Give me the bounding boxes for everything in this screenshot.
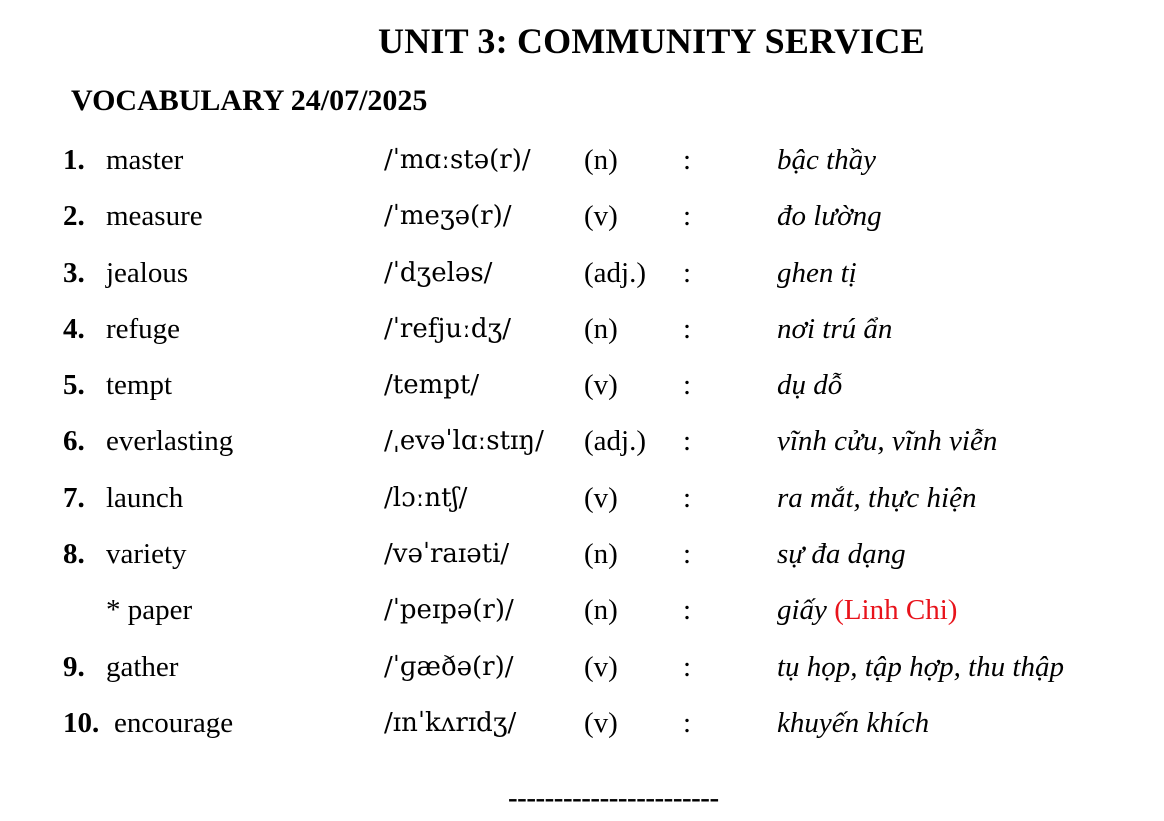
vocab-separator: : [683, 256, 692, 289]
vocab-number: 5. [63, 369, 85, 402]
vocab-part-of-speech: (n) [584, 144, 618, 176]
vocab-part-of-speech: (n) [584, 312, 618, 345]
vocab-number: 4. [63, 312, 85, 345]
vocab-pronunciation: /ˈmɑːstə(r)/ [384, 145, 531, 175]
vocab-word: master [106, 144, 184, 176]
contributor-note: (Linh Chi) [826, 594, 958, 627]
vocab-part-of-speech: (v) [584, 650, 618, 683]
vocab-meaning [777, 249, 857, 297]
vocab-meaning [777, 530, 906, 578]
vocab-meaning [777, 417, 997, 465]
vocab-meaning [777, 586, 957, 634]
vocab-word: variety [106, 538, 187, 571]
vocab-separator: : [683, 200, 692, 233]
vocab-separator: : [683, 481, 692, 514]
vocab-word: jealous [106, 256, 189, 289]
vocab-meaning [777, 699, 929, 747]
vocab-word: encourage [114, 706, 234, 739]
vocab-number: 9. [63, 650, 85, 683]
vocab-separator: : [683, 706, 692, 739]
vocab-row [0, 474, 1164, 530]
vocab-pronunciation: /lɔːntʃ/ [384, 482, 468, 513]
vocab-part-of-speech: (v) [584, 481, 618, 514]
vocab-pronunciation: /vəˈraɪəti/ [384, 539, 510, 570]
vocab-number: 6. [63, 425, 85, 458]
vocab-part-of-speech: (n) [584, 594, 618, 627]
vocab-meaning-text: giấy [777, 594, 827, 627]
vocab-separator: : [683, 594, 692, 627]
vocab-word: * paper [106, 594, 193, 627]
vocabulary-list [0, 136, 1164, 755]
vocab-part-of-speech: (v) [584, 369, 618, 402]
vocab-meaning-text: dụ dỗ [777, 369, 843, 402]
vocab-meaning [777, 474, 976, 522]
vocab-part-of-speech: (v) [584, 706, 618, 739]
vocab-number: 2. [63, 200, 85, 233]
vocab-meaning-text: đo lường [777, 200, 882, 233]
vocab-pronunciation: /ɪnˈkʌrɪdʒ/ [384, 707, 517, 738]
vocab-meaning [777, 136, 876, 184]
vocab-word: everlasting [106, 425, 234, 458]
vocab-row-extra [0, 586, 1164, 642]
vocab-number: 8. [63, 538, 85, 571]
page-title: UNIT 3: COMMUNITY SERVICE [378, 21, 925, 61]
vocab-word: gather [106, 650, 179, 683]
vocab-row [0, 643, 1164, 699]
vocab-meaning-text: bậc thầy [777, 144, 877, 176]
vocab-meaning-text: ra mắt, thực hiện [777, 481, 977, 514]
vocab-number: 3. [63, 256, 85, 289]
vocab-pronunciation: /tempt/ [384, 370, 480, 401]
vocab-meaning-text: nơi trú ẩn [777, 312, 893, 345]
vocab-pronunciation: /ˈmeʒə(r)/ [384, 201, 512, 232]
vocab-row [0, 136, 1164, 192]
vocab-row [0, 417, 1164, 473]
vocab-pronunciation: /ˈdʒeləs/ [384, 257, 493, 288]
vocab-meaning [777, 192, 882, 240]
vocab-pronunciation: /ˈɡæðə(r)/ [384, 651, 514, 682]
vocab-row [0, 530, 1164, 586]
vocab-pronunciation: /ˈrefjuːdʒ/ [384, 313, 511, 344]
vocab-separator: : [683, 538, 692, 571]
vocab-row [0, 249, 1164, 305]
vocab-separator: : [683, 650, 692, 683]
vocab-number: 1. [63, 144, 85, 176]
vocabulary-heading: VOCABULARY 24/07/2025 [71, 84, 428, 117]
vocab-meaning [777, 305, 892, 353]
vocab-meaning-text: sự đa dạng [777, 538, 906, 571]
vocab-word: tempt [106, 369, 173, 402]
vocab-pronunciation: /ˈpeɪpə(r)/ [384, 595, 514, 626]
vocab-separator: : [683, 144, 692, 176]
section-divider: ----------------------- [508, 782, 719, 814]
vocab-pronunciation: /ˌevəˈlɑːstɪŋ/ [384, 426, 544, 457]
vocab-part-of-speech: (n) [584, 538, 618, 571]
vocab-row [0, 361, 1164, 417]
vocab-meaning-text: khuyến khích [777, 706, 930, 739]
vocab-meaning-text: tụ họp, tập hợp, thu thập [777, 650, 1064, 683]
vocab-separator: : [683, 312, 692, 345]
vocab-part-of-speech: (adj.) [584, 425, 646, 458]
vocab-meaning-text: vĩnh cửu, vĩnh viễn [777, 425, 998, 458]
vocab-separator: : [683, 425, 692, 458]
vocab-meaning-text: ghen tị [777, 256, 857, 289]
vocab-word: launch [106, 481, 184, 514]
vocab-meaning [777, 643, 1064, 691]
vocab-number: 7. [63, 481, 85, 514]
vocab-row [0, 699, 1164, 755]
vocab-meaning [777, 361, 842, 409]
vocab-word: measure [106, 200, 203, 233]
vocab-part-of-speech: (v) [584, 200, 618, 233]
vocab-number: 10. [63, 706, 100, 739]
vocab-word: refuge [106, 312, 181, 345]
vocab-row [0, 192, 1164, 248]
vocab-row [0, 305, 1164, 361]
vocab-part-of-speech: (adj.) [584, 256, 646, 289]
vocab-separator: : [683, 369, 692, 402]
